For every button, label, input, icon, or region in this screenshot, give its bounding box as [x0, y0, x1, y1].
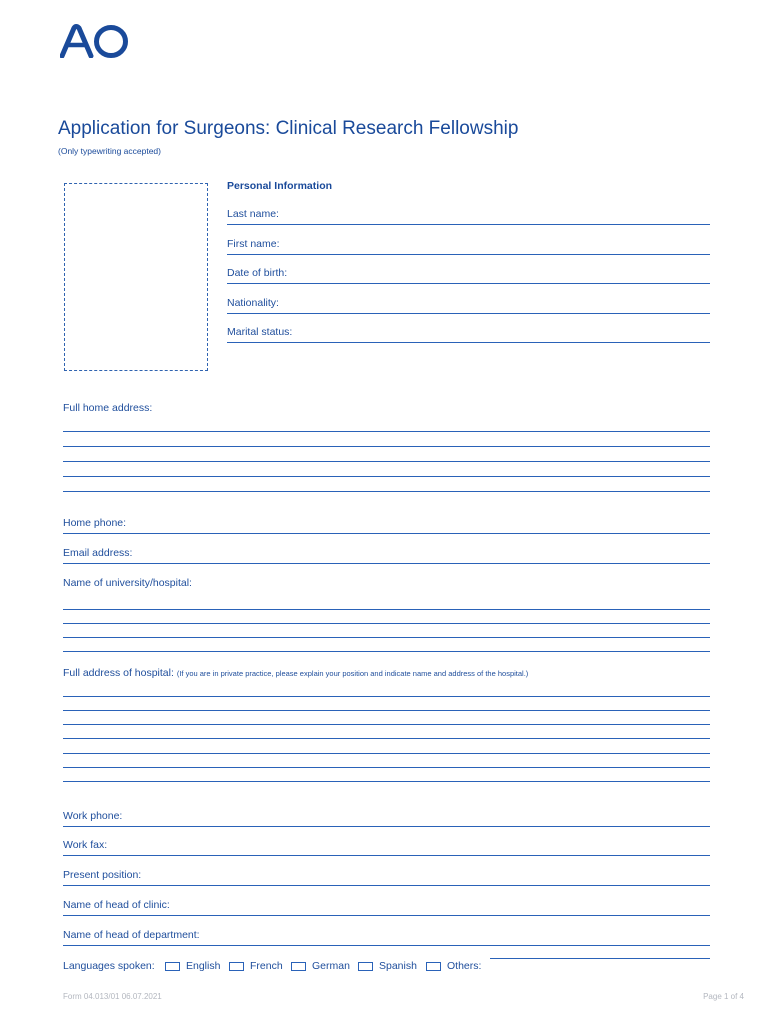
date-of-birth-label: Date of birth: — [227, 267, 288, 279]
home-phone-field[interactable] — [63, 516, 710, 534]
last-name-label: Last name: — [227, 208, 279, 220]
hospital-address-line[interactable] — [63, 781, 710, 782]
work-fax-field[interactable] — [63, 838, 710, 856]
hospital-address-line[interactable] — [63, 696, 710, 697]
nationality-label: Nationality: — [227, 297, 279, 309]
ao-logo — [60, 24, 130, 58]
german-label: German — [312, 960, 350, 972]
form-subtitle: (Only typewriting accepted) — [58, 146, 161, 156]
university-label: Name of university/hospital: — [63, 577, 192, 589]
english-checkbox[interactable] — [165, 962, 180, 971]
languages-label: Languages spoken: — [63, 960, 155, 972]
english-label: English — [186, 960, 221, 972]
home-phone-label: Home phone: — [63, 517, 127, 529]
french-label: French — [250, 960, 283, 972]
head-of-department-field[interactable] — [63, 928, 710, 946]
home-address-line[interactable] — [63, 446, 710, 447]
first-name-label: First name: — [227, 238, 280, 250]
home-address-label: Full home address: — [63, 402, 153, 414]
university-line[interactable] — [63, 637, 710, 638]
page-number: Page 1 of 4 — [703, 992, 744, 1001]
work-fax-label: Work fax: — [63, 839, 108, 851]
hospital-address-label: Full address of hospital: — [63, 667, 174, 679]
marital-status-field[interactable] — [227, 325, 710, 343]
home-address-line[interactable] — [63, 476, 710, 477]
hospital-address-line[interactable] — [63, 753, 710, 754]
photo-box — [64, 183, 208, 371]
hospital-address-line[interactable] — [63, 710, 710, 711]
french-checkbox[interactable] — [229, 962, 244, 971]
present-position-field[interactable] — [63, 868, 710, 886]
personal-information-heading: Personal Information — [227, 180, 333, 192]
languages-row — [63, 958, 710, 974]
home-address-line[interactable] — [63, 431, 710, 432]
university-line[interactable] — [63, 651, 710, 652]
university-label-row — [63, 576, 710, 594]
german-checkbox[interactable] — [291, 962, 306, 971]
spanish-checkbox[interactable] — [358, 962, 373, 971]
others-label: Others: — [447, 960, 482, 972]
head-of-clinic-field[interactable] — [63, 898, 710, 916]
home-address-label-row — [63, 401, 710, 419]
university-line[interactable] — [63, 609, 710, 610]
email-address-label: Email address: — [63, 547, 133, 559]
form-title: Application for Surgeons: Clinical Research Fellowship — [58, 118, 519, 139]
hospital-address-line[interactable] — [63, 767, 710, 768]
head-of-department-label: Name of head of department: — [63, 929, 200, 941]
spanish-label: Spanish — [379, 960, 417, 972]
nationality-field[interactable] — [227, 296, 710, 314]
marital-status-label: Marital status: — [227, 326, 293, 338]
others-checkbox[interactable] — [426, 962, 441, 971]
hospital-address-line[interactable] — [63, 738, 710, 739]
first-name-field[interactable] — [227, 237, 710, 255]
others-line[interactable] — [490, 958, 710, 959]
work-phone-field[interactable] — [63, 809, 710, 827]
hospital-address-label-row — [63, 666, 710, 684]
home-address-line[interactable] — [63, 461, 710, 462]
head-of-clinic-label: Name of head of clinic: — [63, 899, 170, 911]
hospital-address-line[interactable] — [63, 724, 710, 725]
hospital-address-note: (If you are in private practice, please explain your position and indicate name and address of the hospital.) — [176, 669, 529, 678]
date-of-birth-field[interactable] — [227, 266, 710, 284]
email-address-field[interactable] — [63, 546, 710, 564]
university-line[interactable] — [63, 623, 710, 624]
work-phone-label: Work phone: — [63, 810, 123, 822]
home-address-line[interactable] — [63, 491, 710, 492]
form-number: Form 04.013/01 06.07.2021 — [63, 992, 162, 1001]
last-name-field[interactable] — [227, 207, 710, 225]
present-position-label: Present position: — [63, 869, 142, 881]
